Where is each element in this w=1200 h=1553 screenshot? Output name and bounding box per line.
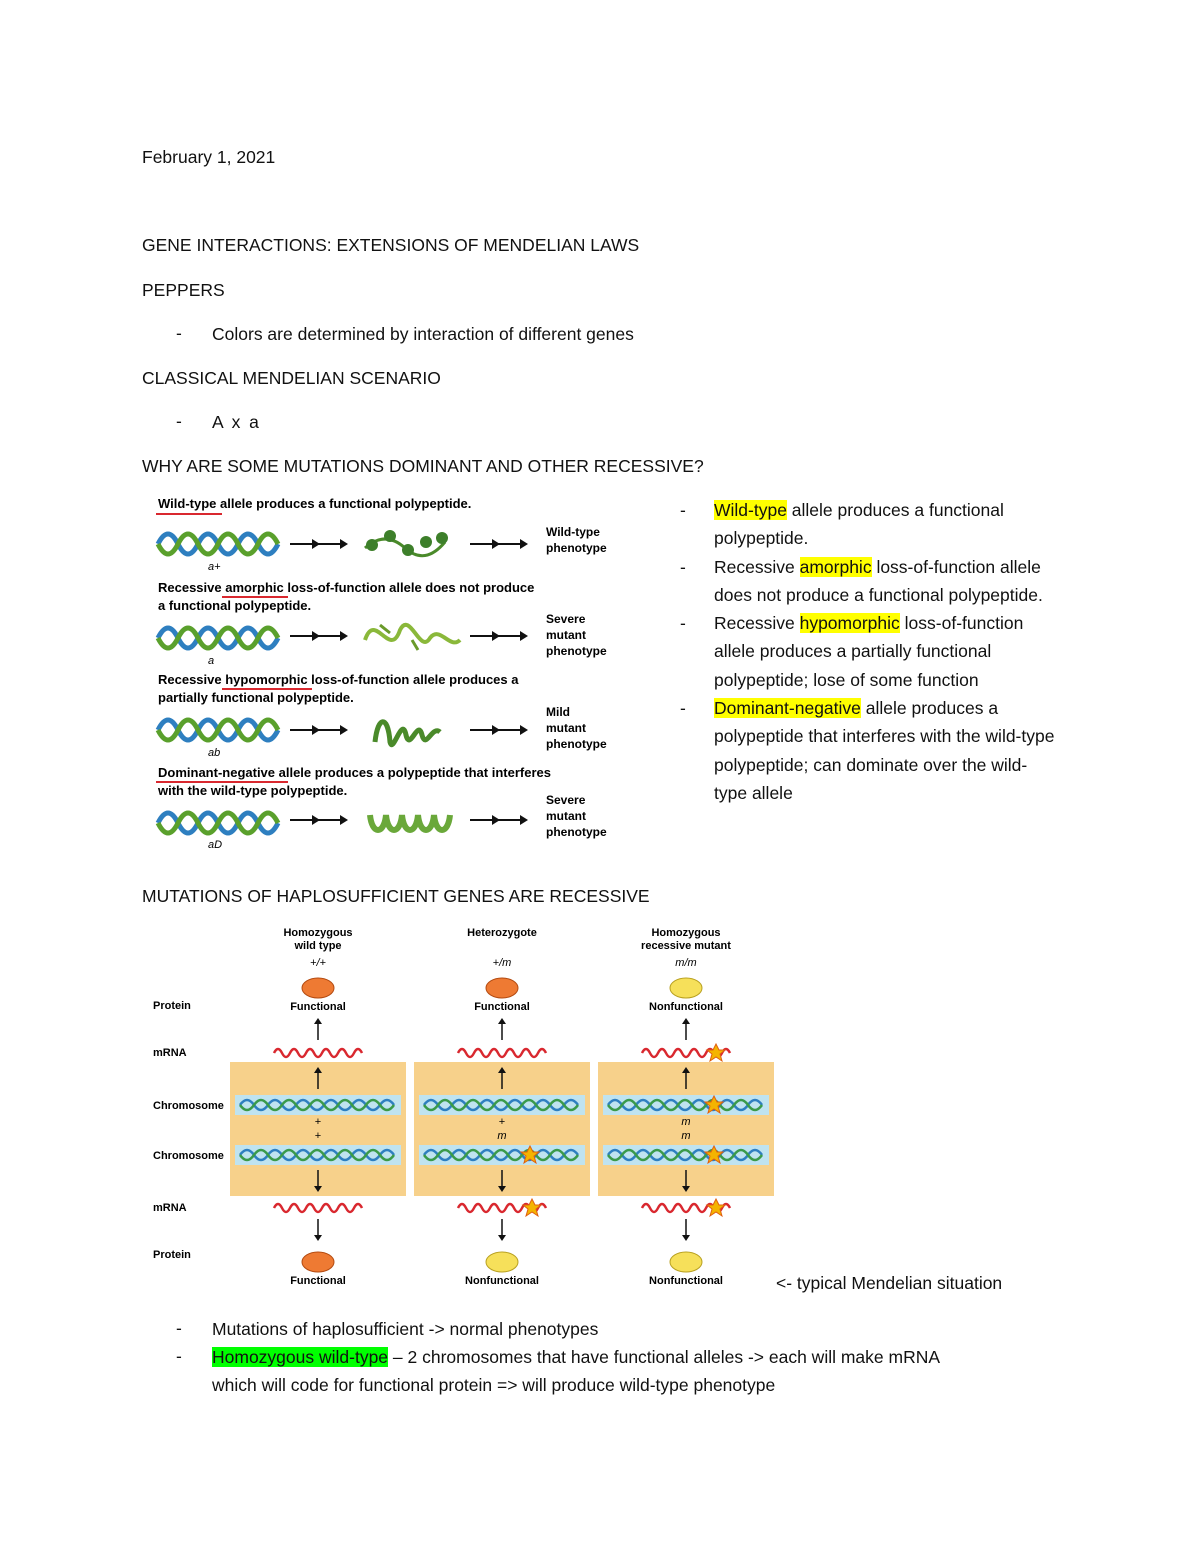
mutation-star [523,1199,541,1216]
note-text: Recessive [714,613,800,634]
row-label: Protein [153,1000,191,1012]
genotype: m/m [675,957,697,969]
nonfunctional-polypeptide [365,625,460,650]
bottom-bullet-2 [212,1346,940,1368]
allele-label: ab [208,747,221,759]
arrow [290,631,348,641]
chromosome [235,1095,401,1115]
note-item [680,553,1060,610]
column-title: Homozygous [651,927,721,939]
up-arrow [498,1018,506,1040]
highlight: hypomorphic [799,613,900,634]
fig1-caption: Dominant-negative allele produces a polypeptide that interferes [158,765,551,780]
peppers-bullet: Colors are determined by interaction of different genes [212,324,634,344]
functional-polypeptide [365,530,448,556]
bullet-dash: - [176,1318,182,1338]
arrow [470,631,528,641]
allele-symbol: + [314,1116,322,1128]
note-text: Recessive [714,556,800,577]
heading-why: WHY ARE SOME MUTATIONS DOMINANT AND OTHER RECESSIVE? [142,456,704,476]
arrow [470,539,528,549]
functional-protein [302,1252,334,1272]
genotype: +/m [492,957,512,969]
up-arrow [682,1018,690,1040]
note-item [680,694,1060,807]
phenotype-label: Severe [546,612,586,626]
classical-bullet: A x a [212,412,261,432]
down-arrow [498,1219,506,1241]
row-label: mRNA [153,1047,187,1059]
fig1-caption: partially functional polypeptide. [158,690,354,705]
fig1-caption: Recessive amorphic loss-of-function allele does not produce [158,580,535,595]
bottom-bullet-1: Mutations of haplosufficient -> normal phenotypes [212,1319,599,1339]
bottom-bullet-2-cont: which will code for functional protein => will produce wild-type phenotype [212,1375,776,1395]
arrow [470,725,528,735]
heading-peppers: PEPPERS [142,280,225,300]
column-title: Heterozygote [467,927,537,939]
column-title: Homozygous [283,927,353,939]
allele-label: aD [208,839,223,851]
highlight: amorphic [799,556,872,577]
note-text: loss-of-function allele does not produce a functional polypeptide. [714,556,1043,605]
protein-label: Nonfunctional [465,1275,539,1287]
bullet-dash: - [176,1346,182,1366]
protein-label: Nonfunctional [649,1001,723,1013]
column-homozygous-recessive [598,927,774,1287]
partial-polypeptide [375,722,440,745]
note-item [680,609,1060,694]
document-date: February 1, 2021 [142,147,276,167]
allele-label: a+ [208,561,221,573]
bullet-dash: - [176,323,182,343]
column-heterozygote [414,927,590,1287]
functional-protein [302,978,334,998]
allele-symbol: m [681,1130,691,1142]
fig1-caption: Recessive hypomorphic loss-of-function allele produces a [158,672,519,687]
arrow [470,815,528,825]
dna-helix [158,813,278,833]
phenotype-label: phenotype [546,737,607,751]
down-arrow [682,1219,690,1241]
note-text: allele produces a polypeptide that interferes with the wild-type polypeptide; can dominate over the wild-type allele [714,698,1055,803]
fig1-caption: with the wild-type polypeptide. [158,783,348,798]
highlight: Wild-type [714,500,787,520]
column-homozygous-wild-type [230,927,406,1287]
note-item [680,496,1060,553]
chromosome [603,1145,769,1165]
chromosome [603,1095,769,1115]
allele-symbol: m [497,1130,507,1142]
chromosome [419,1145,585,1165]
phenotype-label: Severe [546,793,586,807]
allele-label: a [208,655,215,667]
column-title: recessive mutant [641,940,731,952]
mrna-strand [274,1049,362,1057]
allele-polypeptide-figure [150,490,620,855]
nonfunctional-protein [670,1252,702,1272]
arrow [290,539,348,549]
row-label: mRNA [153,1202,187,1214]
bullet-dash: - [176,411,182,431]
side-note: <- typical Mendelian situation [776,1273,1003,1293]
protein-label: Functional [474,1001,530,1013]
arrow [290,815,348,825]
phenotype-label: mutant [546,809,586,823]
dna-helix [158,628,278,648]
phenotype-label: Wild-type [546,525,600,539]
allele-symbol: + [498,1116,506,1128]
row-label: Chromosome [153,1150,224,1162]
up-arrow [314,1018,322,1040]
phenotype-label: mutant [546,721,586,735]
dna-helix [158,720,278,740]
row-label: Protein [153,1249,191,1261]
protein-label: Nonfunctional [649,1275,723,1287]
mutation-star [707,1044,725,1061]
protein-label: Functional [290,1001,346,1013]
nonfunctional-protein [486,1252,518,1272]
nonfunctional-protein [670,978,702,998]
mrna-strand [458,1049,546,1057]
interfering-polypeptide [370,815,450,830]
phenotype-label: phenotype [546,644,607,658]
chromosome [419,1095,585,1115]
document-title: GENE INTERACTIONS: EXTENSIONS OF MENDELIAN LAWS [142,235,640,255]
functional-protein [486,978,518,998]
mutation-star [707,1199,725,1216]
column-title: wild type [294,940,342,952]
genotype: +/+ [310,957,326,969]
notes-list [680,496,1060,807]
fig1-caption: a functional polypeptide. [158,598,312,613]
arrow [290,725,348,735]
phenotype-label: phenotype [546,825,607,839]
phenotype-label: mutant [546,628,586,642]
note-text: loss-of-function allele produces a partially functional polypeptide; lose of some function [714,613,1024,690]
highlight-green: Homozygous wild-type [212,1347,389,1367]
allele-symbol: m [681,1116,691,1128]
heading-haplosufficient: MUTATIONS OF HAPLOSUFFICIENT GENES ARE RECESSIVE [142,886,650,906]
heading-classical: CLASSICAL MENDELIAN SCENARIO [142,368,441,388]
bullet-text: – 2 chromosomes that have functional alleles -> each will make mRNA [388,1347,941,1367]
fig1-caption: Wild-type allele produces a functional polypeptide. [158,496,472,511]
chromosome [235,1145,401,1165]
down-arrow [314,1219,322,1241]
phenotype-label: phenotype [546,541,607,555]
protein-label: Functional [290,1275,346,1287]
dna-helix [158,534,278,554]
haplosufficiency-figure [150,922,780,1292]
mrna-strand [274,1204,362,1212]
highlight: Dominant-negative [714,698,861,719]
row-label: Chromosome [153,1100,224,1112]
phenotype-label: Mild [546,705,570,719]
allele-symbol: + [314,1130,322,1142]
note-text: allele produces a functional polypeptide. [714,500,1004,549]
